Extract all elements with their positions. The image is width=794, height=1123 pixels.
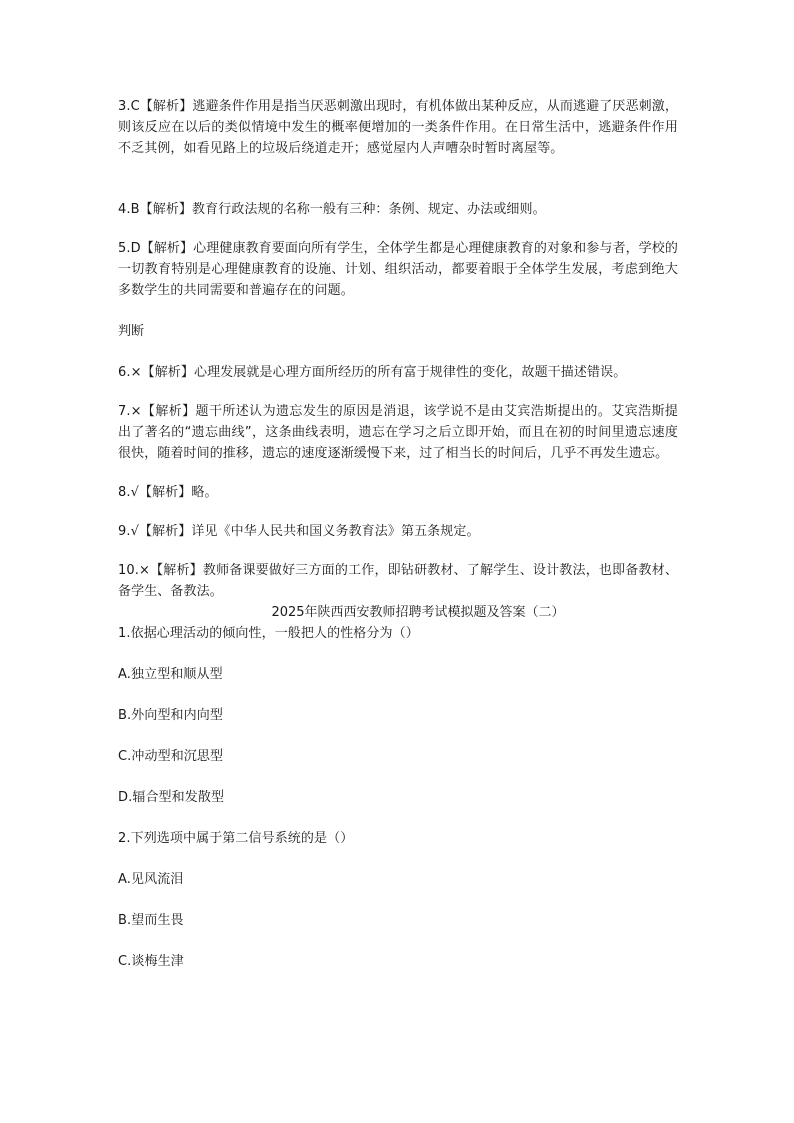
question-2-option-c: C.谈梅生津 [118,954,184,969]
question-2-option-a: A.见风流泪 [118,872,184,887]
question-1-option-a: A.独立型和顺从型 [118,667,223,682]
judgment-7: 7.×【解析】题干所述认为遗忘发生的原因是消退，该学说不是由艾宾浩斯提出的。艾宾浩斯提出了著名的“遗忘曲线”，这条曲线表明，遗忘在学习之后立即开始，而且在初的时间里遗忘速度很快，随着时间的推移，遗忘的速度逐渐缓慢下来，过了相当长的时间后，几乎不再发生遗忘。 [118,404,678,461]
judgment-8: 8.√【解析】略。 [118,485,218,500]
question-1-option-c: C.冲动型和沉思型 [118,749,224,764]
judgment-10: 10.×【解析】教师备课要做好三方面的工作，即钻研教材、了解学生、设计教法，也即备教材、备学生、备教法。 [118,563,678,599]
answer-4: 4.B【解析】教育行政法规的名称一般有三种：条例、规定、办法或细则。 [118,202,546,217]
answer-5: 5.D【解析】心理健康教育要面向所有学生，全体学生都是心理健康教育的对象和参与者，学校的一切教育特别是心理健康教育的设施、计划、组织活动，都要着眼于全体学生发展，考虑到绝大多数学生的共同需要和普遍存在的问题。 [118,241,678,298]
question-1-option-d: D.辐合型和发散型 [118,790,225,805]
question-1-option-b: B.外向型和内向型 [118,708,223,723]
judgment-9: 9.√【解析】详见《中华人民共和国义务教育法》第五条规定。 [118,524,480,539]
section-label-judgment: 判断 [118,324,145,339]
question-1-stem: 1.依据心理活动的倾向性，一般把人的性格分为（） [118,626,419,641]
question-2-option-b: B.望而生畏 [118,913,184,928]
answer-3: 3.C【解析】逃避条件作用是指当厌恶刺激出现时，有机体做出某种反应，从而逃避了厌恶刺激，则该反应在以后的类似情境中发生的概率便增加的一类条件作用。在日常生活中，逃避条件作用不乏其例，如看见路上的垃圾后绕道走开；感觉屋内人声嘈杂时暂时离屋等。 [118,99,678,156]
question-2-stem: 2.下列选项中属于第二信号系统的是（） [118,831,354,846]
document-page [118,96,678,972]
judgment-6: 6.×【解析】心理发展就是心理方面所经历的所有富于规律性的变化，故题干描述错误。 [118,365,627,380]
exam-title: 2025年陕西西安教师招聘考试模拟题及答案（二） [271,605,565,620]
